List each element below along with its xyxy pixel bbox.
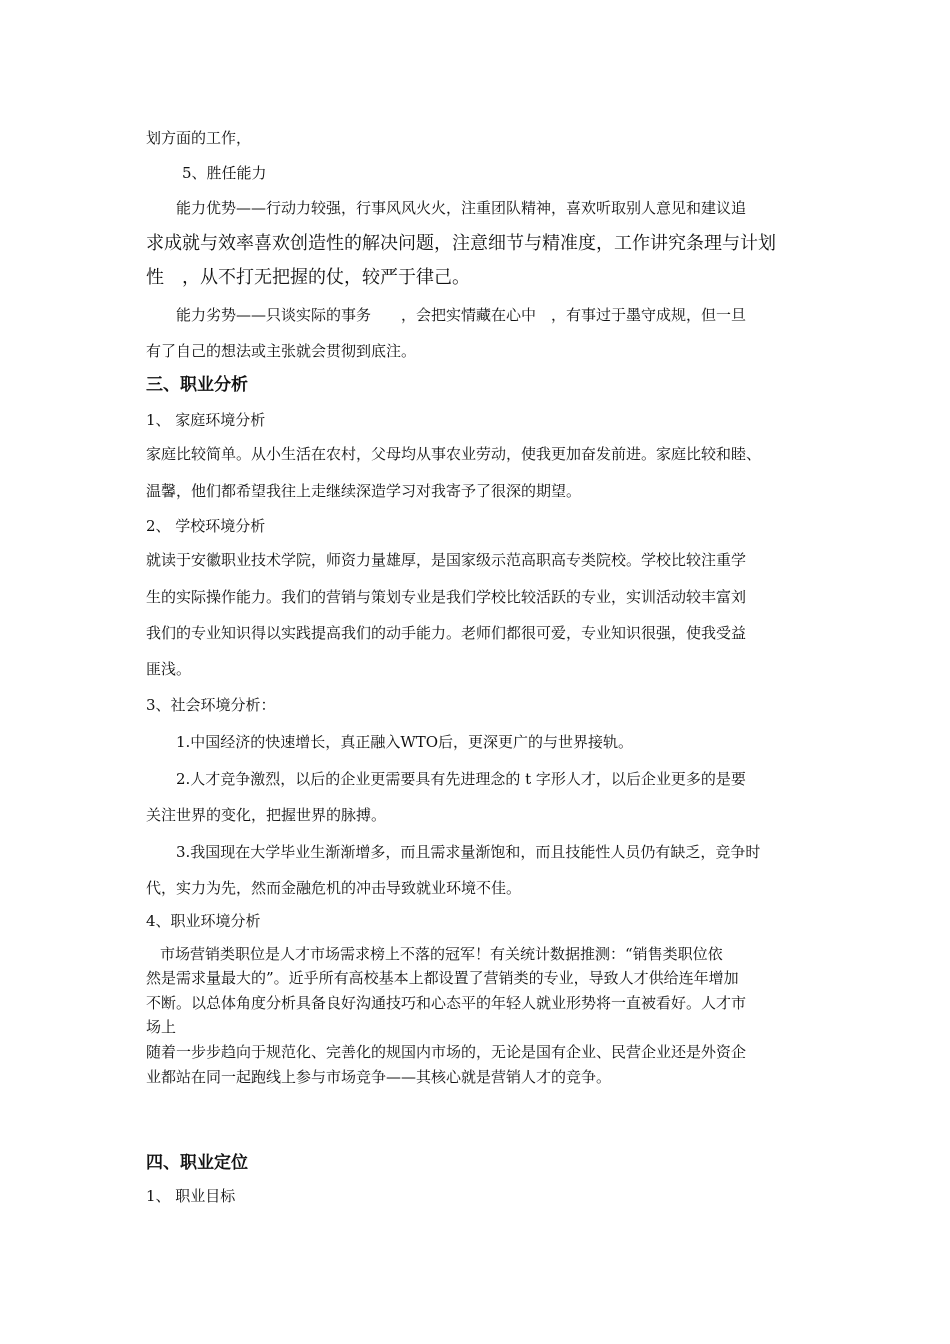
text-line: 场上 xyxy=(146,1018,177,1036)
text-line: 生的实际操作能力。我们的营销与策划专业是我们学校比较活跃的专业，实训活动较丰富刘 xyxy=(146,588,747,606)
section-heading: 四、职业定位 xyxy=(146,1153,248,1173)
text-line: 求成就与效率喜欢创造性的解决问题，注意细节与精准度，工作讲究条理与计划 xyxy=(146,233,776,254)
text-line: 就读于安徽职业技术学院，师资力量雄厚，是国家级示范高职高专类院校。学校比较注重学 xyxy=(146,551,747,569)
subsection-heading: 4、职业环境分析 xyxy=(146,912,261,930)
text-line: 家庭比较简单。从小生活在农村，父母均从事农业劳动，使我更加奋发前进。家庭比较和睦、 xyxy=(146,445,762,463)
text-line: 我们的专业知识得以实践提高我们的动手能力。老师们都很可爱，专业知识很强，使我受益 xyxy=(146,624,747,642)
text-line: 能力优势——行动力较强，行事风风火火，注重团队精神，喜欢听取别人意见和建议追 xyxy=(176,199,747,217)
text-line: 市场营销类职位是人才市场需求榜上不落的冠军！有关统计数据推测：“销售类职位依 xyxy=(160,945,723,963)
section-heading: 三、职业分析 xyxy=(146,375,248,395)
text-line: 不断。以总体角度分析具备良好沟通技巧和心态平的年轻人就业形势将一直被看好。人才市 xyxy=(146,994,747,1012)
subsection-heading: 5、胜任能力 xyxy=(182,164,267,182)
list-item: 2.人才竞争激烈，以后的企业更需要具有先进理念的 t 字形人才，以后企业更多的是要 xyxy=(176,770,746,788)
text-line: 然是需求量最大的”。近乎所有高校基本上都设置了营销类的专业，导致人才供给连年增加 xyxy=(146,969,739,987)
text-line: 温馨，他们都希望我往上走继续深造学习对我寄予了很深的期望。 xyxy=(146,482,582,500)
text-line: 业都站在同一起跑线上参与市场竞争——其核心就是营销人才的竞争。 xyxy=(146,1068,612,1086)
text-line: 划方面的工作， xyxy=(146,129,252,147)
subsection-heading: 2、 学校环境分析 xyxy=(146,517,266,535)
list-item: 3.我国现在大学毕业生渐渐增多，而且需求量渐饱和，而且技能性人员仍有缺乏，竞争时 xyxy=(176,843,761,861)
text-line: 能力劣势——只谈实际的事务 ，会把实情藏在心中 ，有事过于墨守成规，但一旦 xyxy=(176,306,747,324)
text-line: 代，实力为先，然而金融危机的冲击导致就业环境不佳。 xyxy=(146,879,522,897)
text-line: 有了自己的想法或主张就会贯彻到底注。 xyxy=(146,342,417,360)
subsection-heading: 1、 职业目标 xyxy=(146,1187,236,1205)
text-line: 性 ，从不打无把握的仗，较严于律己。 xyxy=(146,267,470,288)
text-line: 关注世界的变化，把握世界的脉搏。 xyxy=(146,806,387,824)
list-item: 1.中国经济的快速增长，真正融入WTO后，更深更广的与世界接轨。 xyxy=(176,733,634,751)
text-line: 随着一步步趋向于规范化、完善化的规国内市场的，无论是国有企业、民营企业还是外资企 xyxy=(146,1043,747,1061)
subsection-heading: 3、社会环境分析： xyxy=(146,696,276,714)
text-line: 匪浅。 xyxy=(146,660,192,678)
subsection-heading: 1、 家庭环境分析 xyxy=(146,411,266,429)
